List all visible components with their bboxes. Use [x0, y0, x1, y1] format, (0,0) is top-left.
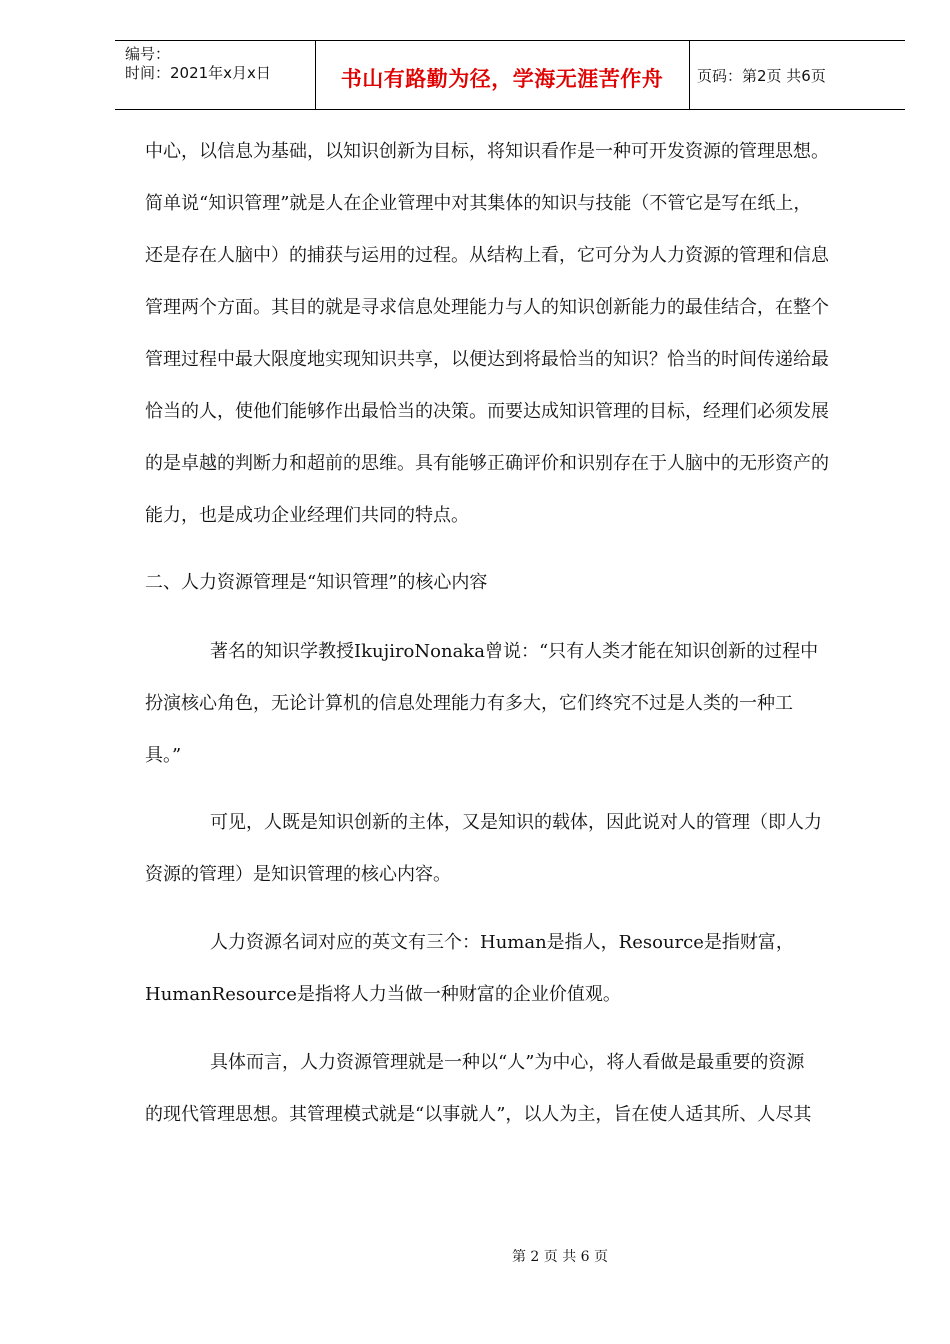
body-line: 具。” [145, 745, 182, 766]
body-line: 还是存在人脑中）的捕获与运用的过程。从结构上看，它可分为人力资源的管理和信息 [145, 245, 829, 266]
body-line: 扮演核心角色，无论计算机的信息处理能力有多大，它们终究不过是人类的一种工 [145, 693, 793, 714]
body-line: 人力资源名词对应的英文有三个：Human是指人，Resource是指财富， [210, 932, 794, 953]
body-line: 具体而言，人力资源管理就是一种以“人”为中心，将人看做是最重要的资源 [210, 1052, 805, 1073]
number-label: 编号： [125, 45, 171, 63]
body-line: 简单说“知识管理”就是人在企业管理中对其集体的知识与技能（不管它是写在纸上， [145, 193, 812, 214]
body-line: 资源的管理）是知识管理的核心内容。 [145, 864, 451, 885]
header-motto-cell [315, 41, 690, 109]
body-line: 的现代管理思想。其管理模式就是“以事就人”，以人为主，旨在使人适其所、人尽其 [145, 1104, 812, 1125]
body-line: 管理两个方面。其目的就是寻求信息处理能力与人的知识创新能力的最佳结合，在整个 [145, 297, 829, 318]
body-line: 著名的知识学教授IkujiroNonaka曾说：“只有人类才能在知识创新的过程中 [210, 641, 819, 662]
body-line: 可见，人既是知识创新的主体，又是知识的载体，因此说对人的管理（即人力 [210, 812, 822, 833]
body-line: 恰当的人，使他们能够作出最恰当的决策。而要达成知识管理的目标，经理们必须发展 [145, 401, 829, 422]
body-line: 中心，以信息为基础，以知识创新为目标，将知识看作是一种可开发资源的管理思想。 [145, 141, 829, 162]
section-heading: 二、人力资源管理是“知识管理”的核心内容 [145, 572, 488, 593]
page-header [115, 40, 905, 110]
body-line: 能力，也是成功企业经理们共同的特点。 [145, 505, 469, 526]
header-info-cell [115, 41, 316, 109]
motto: 书山有路勤为径，学海无涯苦作舟 [340, 67, 664, 91]
page-footer: 第 2 页 共 6 页 [511, 1249, 609, 1265]
body-line: 的是卓越的判断力和超前的思维。具有能够正确评价和识别存在于人脑中的无形资产的 [145, 453, 829, 474]
body-line: 管理过程中最大限度地实现知识共享，以便达到将最恰当的知识？恰当的时间传递给最 [145, 349, 829, 370]
header-page-cell [690, 41, 905, 109]
time-label: 时间：2021年x月x日 [125, 64, 271, 82]
page-label: 页码：第2页 共6页 [697, 67, 826, 85]
body-line: HumanResource是指将人力当做一种财富的企业价值观。 [145, 984, 621, 1005]
